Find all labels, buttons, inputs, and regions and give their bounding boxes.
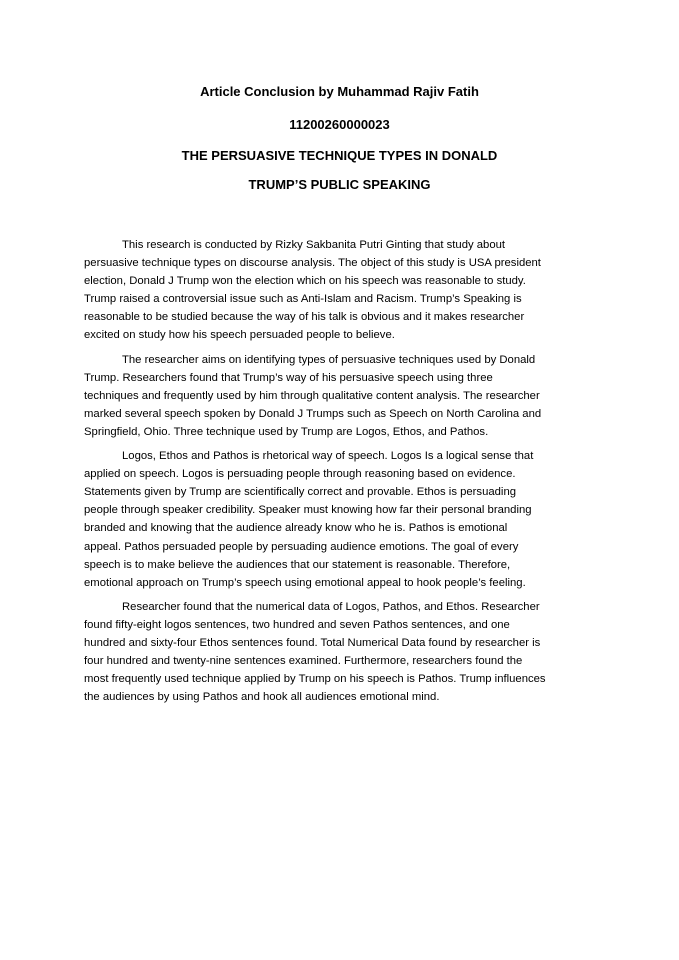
- text-line: applied on speech. Logos is persuading people through reasoning based on evidence.: [84, 468, 516, 481]
- text-line: Springfield, Ohio. Three technique used by Trump are Logos, Ethos, and Pathos.: [84, 425, 489, 438]
- text-line: The researcher aims on identifying types of persuasive techniques used by Donald: [122, 353, 536, 366]
- paragraph-3: [84, 447, 600, 592]
- text-line: This research is conducted by Rizky Sakbanita Putri Ginting that study about: [122, 239, 506, 251]
- student-id: 11200260000023: [289, 117, 390, 132]
- text-line: reasonable to be studied because the way of his talk is obvious and it makes researcher: [84, 311, 525, 324]
- paper-title-line-1: THE PERSUASIVE TECHNIQUE TYPES IN DONALD: [181, 148, 498, 163]
- text-line: marked several speech spoken by Donald J Trumps such as Speech on North Carolina and: [84, 407, 542, 420]
- paragraph-1: [84, 236, 600, 345]
- text-line: branded and knowing that the audience already know who he is. Pathos is emotional: [84, 522, 508, 535]
- text-line: Researcher found that the numerical data of Logos, Pathos, and Ethos. Researcher: [122, 600, 540, 613]
- text-line: most frequently used technique applied by Trump on his speech is Pathos. Trump influences: [84, 673, 546, 686]
- text-line: Trump. Researchers found that Trump’s way of his persuasive speech using three: [84, 371, 493, 384]
- text-line: techniques and frequently used by him through qualitative content analysis. The researcher: [84, 389, 540, 402]
- text-line: hundred and sixty-four Ethos sentences found. Total Numerical Data found by researcher is: [84, 636, 541, 649]
- article-title: Article Conclusion by Muhammad Rajiv Fatih: [200, 84, 479, 99]
- text-line: appeal. Pathos persuaded people by persuading audience emotions. The goal of every: [84, 540, 519, 553]
- text-line: excited on study how his speech persuaded people to believe.: [84, 329, 395, 342]
- text-line: election, Donald J Trump won the election which on his speech was reasonable to study.: [84, 275, 526, 288]
- paragraph-2: [84, 351, 600, 441]
- text-line: the audiences by using Pathos and hook all audiences emotional mind.: [84, 691, 440, 704]
- body-text: [84, 236, 600, 712]
- text-line: emotional approach on Trump’s speech using emotional appeal to hook people’s feeling.: [84, 576, 526, 589]
- paper-title-line-2: TRUMP’S PUBLIC SPEAKING: [248, 177, 431, 192]
- text-line: speech is to make believe the audiences that our statement is reasonable. Therefore,: [84, 558, 511, 571]
- text-line: Logos, Ethos and Pathos is rhetorical way of speech. Logos Is a logical sense that: [122, 450, 534, 463]
- text-line: Statements given by Trump are scientifically correct and provable. Ethos is persuading: [84, 486, 517, 499]
- text-line: persuasive technique types on discourse analysis. The object of this study is USA president: [84, 257, 541, 270]
- text-line: found fifty-eight logos sentences, two hundred and seven Pathos sentences, and one: [84, 618, 510, 631]
- paragraph-4: [84, 598, 600, 707]
- text-line: four hundred and twenty-nine sentences examined. Furthermore, researchers found the: [84, 655, 523, 668]
- text-line: Trump raised a controversial issue such as Anti-Islam and Racism. Trump’s Speaking is: [84, 293, 522, 306]
- text-line: people through speaker credibility. Speaker must knowing how far their personal branding: [84, 504, 532, 517]
